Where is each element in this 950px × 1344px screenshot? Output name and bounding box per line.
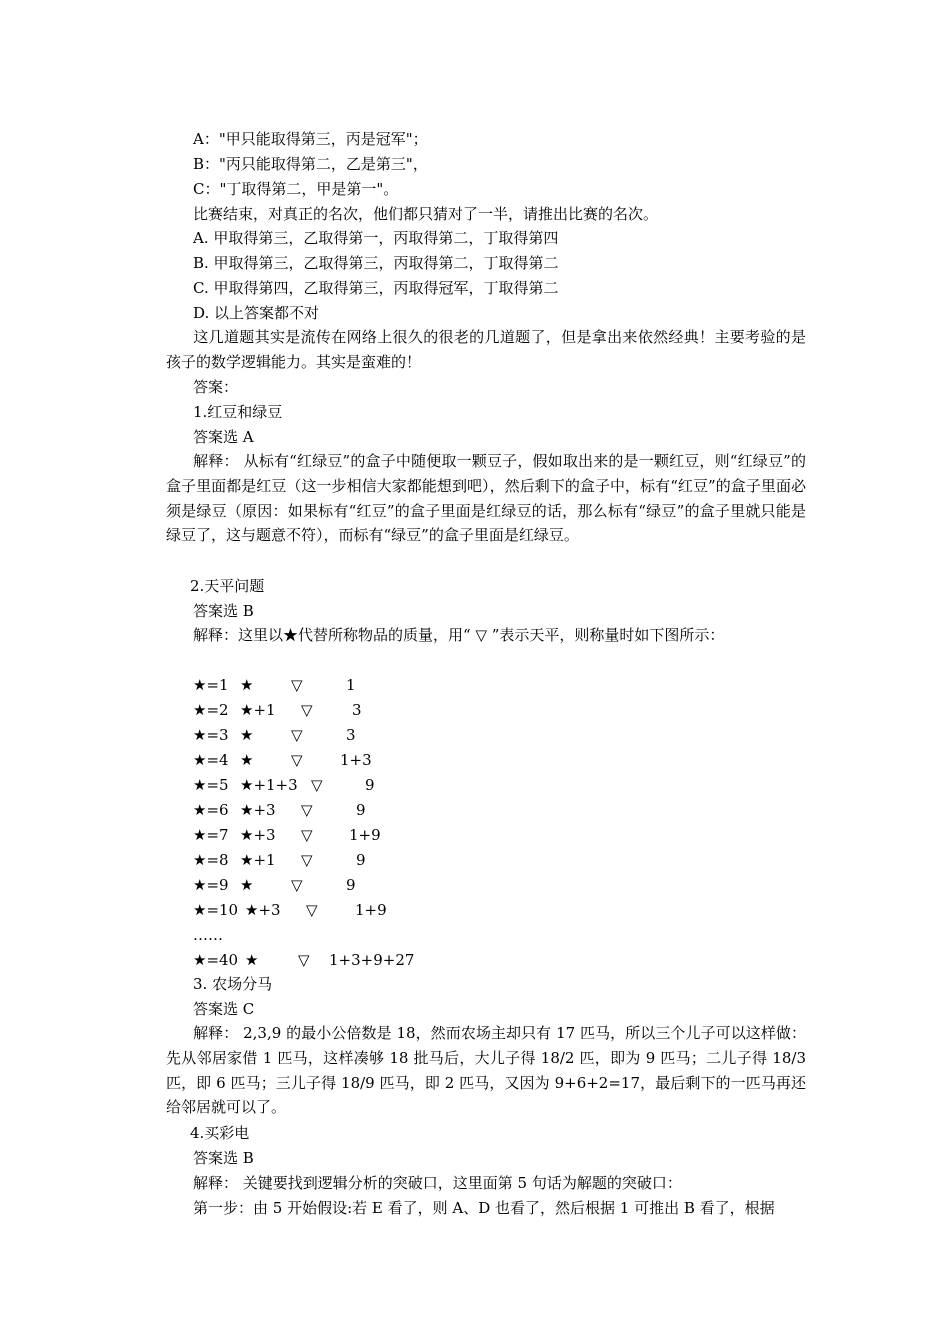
scale-row-lhs: ★=3 bbox=[193, 726, 229, 744]
scale-row-rhs: 9 bbox=[356, 801, 366, 819]
scale-row-item: ★ bbox=[245, 951, 259, 969]
scale-row-lhs: ★=40 bbox=[193, 951, 239, 969]
scale-row-balance: ▽ bbox=[291, 726, 303, 744]
scale-row-balance: ▽ bbox=[301, 701, 313, 719]
q3-explanation bbox=[166, 1021, 806, 1120]
scale-row-rhs: 1+9 bbox=[355, 901, 387, 919]
scale-row-balance: ▽ bbox=[298, 951, 310, 969]
answers-heading: 答案： bbox=[193, 378, 239, 396]
scale-row-lhs: ★=9 bbox=[193, 876, 229, 894]
option-b-statement: B："丙只能取得第二，乙是第三"， bbox=[193, 155, 428, 173]
scale-row-lhs: ★=1 bbox=[193, 676, 229, 694]
scale-row-balance: ▽ bbox=[301, 801, 313, 819]
scale-row-balance: ▽ bbox=[301, 826, 313, 844]
intro-text: 这几道题其实是流传在网络上很久的很老的几道题了，但是拿出来依然经典！主要考验的是孩子的数学逻辑能力。其实是蛮难的！ bbox=[166, 328, 806, 371]
q3-answer: 答案选 C bbox=[193, 1000, 255, 1018]
q4-explanation: 解释： 关键要找到逻辑分析的突破口，这里面第 5 句话为解题的突破口： bbox=[193, 1174, 682, 1192]
scale-row-item: ★ bbox=[240, 876, 254, 894]
scale-row-item: ★ bbox=[240, 751, 254, 769]
choice-a: A. 甲取得第三，乙取得第一，丙取得第二，丁取得第四 bbox=[193, 229, 559, 247]
scale-row-rhs: 3 bbox=[352, 701, 362, 719]
scale-row-lhs: ★=2 bbox=[193, 701, 229, 719]
scale-row-item: ★+3 bbox=[245, 901, 281, 919]
scale-row-rhs: 1+9 bbox=[349, 826, 381, 844]
q4-answer: 答案选 B bbox=[193, 1149, 254, 1167]
scale-row-item: ★+1 bbox=[240, 701, 276, 719]
scale-row-balance: ▽ bbox=[291, 751, 303, 769]
scale-row-lhs: ★=10 bbox=[193, 901, 239, 919]
choice-c: C. 甲取得第四，乙取得第三，丙取得冠军，丁取得第二 bbox=[193, 279, 559, 297]
question-text: 比赛结束，对真正的名次，他们都只猜对了一半，请推出比赛的名次。 bbox=[193, 205, 659, 223]
scale-ellipsis: …… bbox=[193, 926, 223, 944]
q2-answer: 答案选 B bbox=[193, 602, 254, 620]
scale-row-balance: ▽ bbox=[291, 876, 303, 894]
intro-paragraph bbox=[166, 325, 806, 375]
scale-row-rhs: 1+3 bbox=[340, 751, 372, 769]
q4-step-one: 第一步：由 5 开始假设:若 E 看了，则 A、D 也看了，然后根据 1 可推出 B 看了，根据 bbox=[193, 1199, 775, 1217]
scale-row-balance: ▽ bbox=[301, 851, 313, 869]
scale-row-lhs: ★=4 bbox=[193, 751, 229, 769]
q2-explanation-text: 解释：这里以★代替所称物品的质量，用“ ▽ ”表示天平，则称量时如下图所示： bbox=[193, 626, 725, 644]
q3-explanation-text: 解释： 2,3,9 的最小公倍数是 18，然而农场主却只有 17 匹马，所以三个儿子可以这样做：先从邻居家借 1 匹马，这样凑够 18 批马后，大儿子得 18/2 匹，即为 9 匹马；二儿子得 18/3 匹，即 6 匹马；三儿子得 18/9 匹马，即 2 匹马，又因为 9+6+2=17，最后剩下的一匹马再还给邻居就可以了。 bbox=[166, 1024, 806, 1117]
scale-row-item: ★+1 bbox=[240, 851, 276, 869]
scale-row-lhs: ★=8 bbox=[193, 851, 229, 869]
choice-b: B. 甲取得第三，乙取得第三，丙取得第二，丁取得第二 bbox=[193, 254, 559, 272]
q2-explanation bbox=[166, 623, 806, 648]
scale-row-rhs: 9 bbox=[346, 876, 356, 894]
q4-title: 4.买彩电 bbox=[190, 1124, 250, 1142]
option-c-statement: C："丁取得第二，甲是第一"。 bbox=[193, 180, 399, 198]
option-a-statement: A："甲只能取得第三，丙是冠军"； bbox=[193, 130, 428, 148]
scale-row-item: ★+3 bbox=[240, 826, 276, 844]
scale-row-item: ★ bbox=[240, 726, 254, 744]
scale-row-item: ★+3 bbox=[240, 801, 276, 819]
q1-explanation bbox=[166, 449, 806, 548]
choice-d: D. 以上答案都不对 bbox=[193, 304, 320, 322]
scale-row-item: ★+1+3 bbox=[240, 776, 298, 794]
scale-row-rhs: 9 bbox=[365, 776, 375, 794]
scale-row-lhs: ★=7 bbox=[193, 826, 229, 844]
q1-explanation-text: 解释： 从标有“红绿豆”的盒子中随便取一颗豆子，假如取出来的是一颗红豆，则“红绿豆”的盒子里面都是红豆（这一步相信大家都能想到吧），然后剩下的盒子中，标有“红豆”的盒子里面必须是绿豆（原因：如果标有“红豆”的盒子里面是红绿豆的话，那么标有“绿豆”的盒子里就只能是绿豆了，这与题意不符），而标有“绿豆”的盒子里面是红绿豆。 bbox=[166, 452, 806, 545]
scale-row-rhs: 1 bbox=[346, 676, 356, 694]
scale-row-rhs: 1+3+9+27 bbox=[329, 951, 415, 969]
q3-title: 3. 农场分马 bbox=[193, 975, 273, 993]
scale-row-balance: ▽ bbox=[291, 676, 303, 694]
q1-answer: 答案选 A bbox=[193, 428, 254, 446]
scale-row-balance: ▽ bbox=[306, 901, 318, 919]
scale-row-rhs: 9 bbox=[356, 851, 366, 869]
scale-row-item: ★ bbox=[240, 676, 254, 694]
scale-row-lhs: ★=6 bbox=[193, 801, 229, 819]
q1-title: 1.红豆和绿豆 bbox=[193, 403, 283, 421]
scale-row-lhs: ★=5 bbox=[193, 776, 229, 794]
scale-row-balance: ▽ bbox=[311, 776, 323, 794]
q2-title: 2.天平问题 bbox=[190, 577, 265, 595]
scale-row-rhs: 3 bbox=[346, 726, 356, 744]
